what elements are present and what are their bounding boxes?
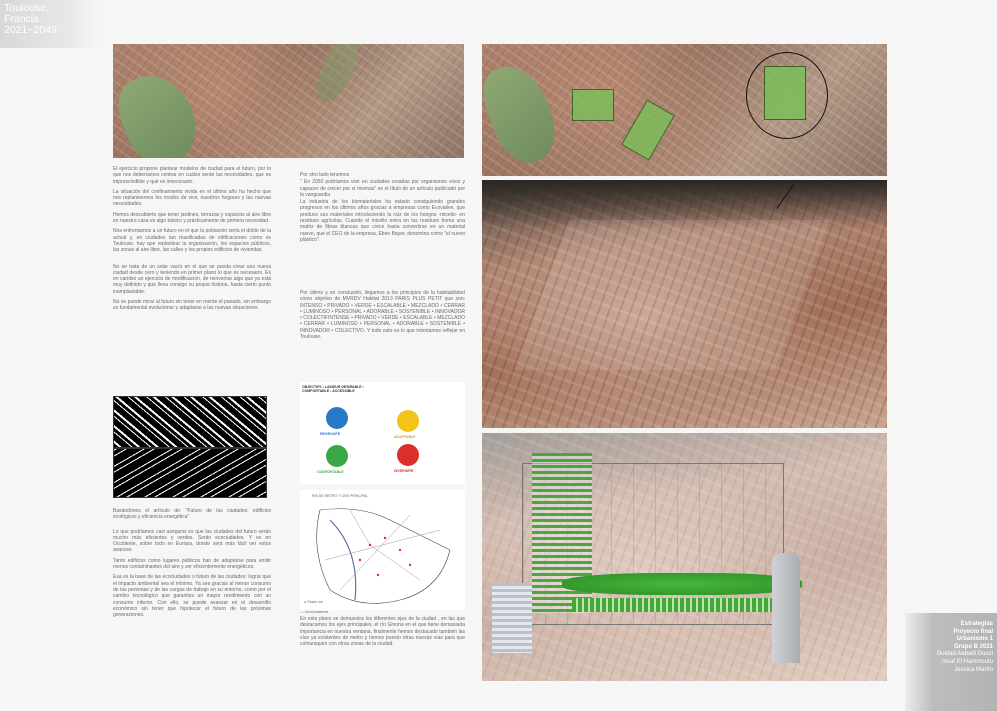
green-block-1 bbox=[572, 89, 614, 121]
label-confortable: CONFORTABLE bbox=[317, 470, 344, 474]
proposal-render bbox=[482, 433, 887, 681]
label-adaptable: ADAPTABLE bbox=[394, 435, 416, 439]
aerial-photo-toulouse bbox=[113, 44, 464, 158]
credit-subtitle: Proyecto final bbox=[953, 628, 993, 635]
credit-author-2: Insaf El Hammoutu bbox=[941, 658, 993, 665]
figure-ground-map-2 bbox=[113, 448, 267, 498]
green-circle bbox=[326, 445, 348, 467]
diagram-header: OBJECTIFS • LAIDEUR DESIRABLE • COMPORTABLE • ACCESSIBLE bbox=[302, 385, 364, 393]
credit-author-3: Jessica Martín bbox=[954, 666, 993, 673]
credit-course: Urbanismo 1 bbox=[956, 636, 993, 643]
paragraph: Por otro lado tenemos bbox=[300, 172, 350, 178]
label-regroupe: REGROUPÉ bbox=[320, 432, 341, 436]
figure-ground-map-1 bbox=[113, 396, 267, 448]
paragraph: La industria de los biomateriales ha estado consiguiendo grandes progresos en los últimos años gracias a empresas como Ecovative, que produce sus materiales introduciendo la raíz de los hongos -micelio- en residuos agrícolas. Cuando el micelio entra en los residuos forma una matriz de fibras blancas que crece hasta convertirse en un material nuevo, que el CEO de la empresa, Eben Bayer, denomina como "el nuevo plástico". bbox=[300, 199, 465, 243]
blue-circle bbox=[326, 407, 348, 429]
city-3d-view bbox=[482, 180, 887, 428]
credit-author-1: Ouidad Aabadi Douzi bbox=[936, 651, 993, 658]
green-park-strip bbox=[562, 573, 802, 595]
cylinder-tower bbox=[772, 553, 800, 663]
project-credits bbox=[905, 613, 997, 711]
credit-title: Estrategias bbox=[960, 621, 993, 627]
yellow-circle bbox=[397, 410, 419, 432]
label-diversifie: DIVERSIFIÉ bbox=[394, 469, 414, 473]
conclusion-text-block bbox=[300, 290, 465, 344]
paragraph: Nos enfrentamos a un futuro en el que la población sería el doble de la actual y, en ciudades tan masificadas de edificaciones como es Toulouse, hay que replantear la organización, los espacios públicos, las zonas al aire libre, las calles y los propios edificios de viviendas. bbox=[113, 228, 271, 254]
paragraph: No se trata de un solar vacío en el que se pueda crear una nueva ciudad desde cero y teniendo en primer plano lo que es necesario. Es en cambio un ejercicio de modificación, de reinventar algo que ya está muy definido y que lleva consigo su propia historia, hasta cierto punto inamplastable. bbox=[113, 263, 271, 295]
paragraph: No se puede mirar al futuro sin tener en mente el pasado, sin embargo es fundamental evolucionar y adaptarse a las nuevas situaciones. bbox=[113, 299, 271, 312]
project-location-tag bbox=[0, 0, 98, 48]
biomaterials-text-block bbox=[300, 172, 465, 247]
map-caption-block bbox=[300, 616, 465, 651]
habitability-diagram bbox=[300, 382, 465, 484]
map-caption: En este plano se demuestra los diferentes ejes de la ciudad , en las que destacamos los ejes principales, el río Ginona en el que tiene demasiada importancia en nuestra ventana, finalmente hemos destacado también las vías ya existentes de metro y hemos puesto otras nuevas vías para que comuniquen con otras zonas de la ciudad. bbox=[300, 616, 465, 648]
glass-building bbox=[492, 583, 532, 653]
metro-map-title: RIS DE METRO Y GRS PRINCIPAL bbox=[312, 494, 369, 498]
paragraph: Lo que podríamos casi asegurar es que las ciudades del futuro serán mucho más eficientes y verdes. Serán ecociudades. Y es en Occidente, sobre todo en Europa, donde será más fácil ver estos avances bbox=[113, 528, 271, 554]
red-circle bbox=[397, 444, 419, 466]
paragraph: Hemos descubierto que tener jardines, terrazas y espacios al aire libre en nuestra casa es algo básico y prácticamente de primera necesidad. bbox=[113, 211, 271, 225]
ecocity-text-block bbox=[113, 508, 271, 622]
paragraph: Por último y en conclusión, llegamos a los principios de la habitabilidad como objetivo de MVRDV Habitat 2013 PARIS PLUS PETIT que son: INTENSO • PRIVADO • VERDE • ESCALABLE • MEZCLADO • CERRAR • LUMINOSO • PERSONAL • ADORABLE • SOSTENIBLE • INNOVADOR • COLECTIFINTENSE • PRIVADO • VERDE • ESCALABLE • MEZCLADO • CERRAR • LUMINOSO • PERSONAL • ADORABLE • SOSTENIBLE • INNOVADOR • COLECTIVO. Y todo esto es lo que intentamos reflejar en Toulouse. bbox=[300, 290, 465, 341]
paragraph: Esa es la base de las ecociudades o futuro de las ciudades: lograr que el impacto ambiental sea el mínimo. Ya sea gracias al menor consumo de las personas y de las cargas de trabajo en su entorno, como por el cambio tecnológico que garantiza un mayor rendimiento con un consumo inferior. Con ello, se puede avanzar en el desarrollo económico sin tener que hipotecar el futuro de las próximas generaciones. bbox=[113, 574, 271, 619]
credit-group: Grupo B 2021 bbox=[953, 643, 993, 650]
paragraph: Basándonos el artículo de: "Futuro de las ciudades: edificios ecológicos y eficiencia energética" bbox=[113, 508, 271, 521]
paragraph: Tanto edificios como lugares públicos han de adaptarse para emitir menos contaminantes del aire y ser eficientemente energéticos. bbox=[113, 557, 271, 571]
green-block-2 bbox=[621, 99, 675, 160]
aerial-photo-interventions bbox=[482, 44, 887, 176]
green-block-3 bbox=[764, 66, 806, 120]
years-label: 2021~2049 bbox=[4, 24, 57, 36]
paragraph: " En 2050 podríamos vivir en ciudades creadas por organismos vivos y capaces de crecer por sí mismas" es el título de un artículo publicado por la vanguardia bbox=[300, 179, 465, 198]
intro-text-block bbox=[113, 166, 271, 316]
paragraph: La situación del confinamiento vivida en el último año ha hecho que nos replanteemos los modos de vivir, nuestros hogares y las nuevas necesidades. bbox=[113, 188, 271, 208]
city-label: Toulouse, bbox=[4, 2, 49, 14]
metro-map bbox=[300, 490, 465, 610]
legend-metro: ● Tisséo mir bbox=[304, 600, 324, 604]
country-label: Francia bbox=[4, 13, 40, 25]
paragraph: El ejercicio propone plantear modelos de ciudad para el futuro, por lo que nos deberíamos centrar en cuáles serán las necesidades, que es imprescindible y qué es innecesario. bbox=[113, 166, 271, 185]
green-terraces bbox=[572, 598, 782, 612]
metro-map-drawing bbox=[300, 490, 465, 610]
legend-eco: — Voi ecosistema bbox=[300, 610, 329, 614]
